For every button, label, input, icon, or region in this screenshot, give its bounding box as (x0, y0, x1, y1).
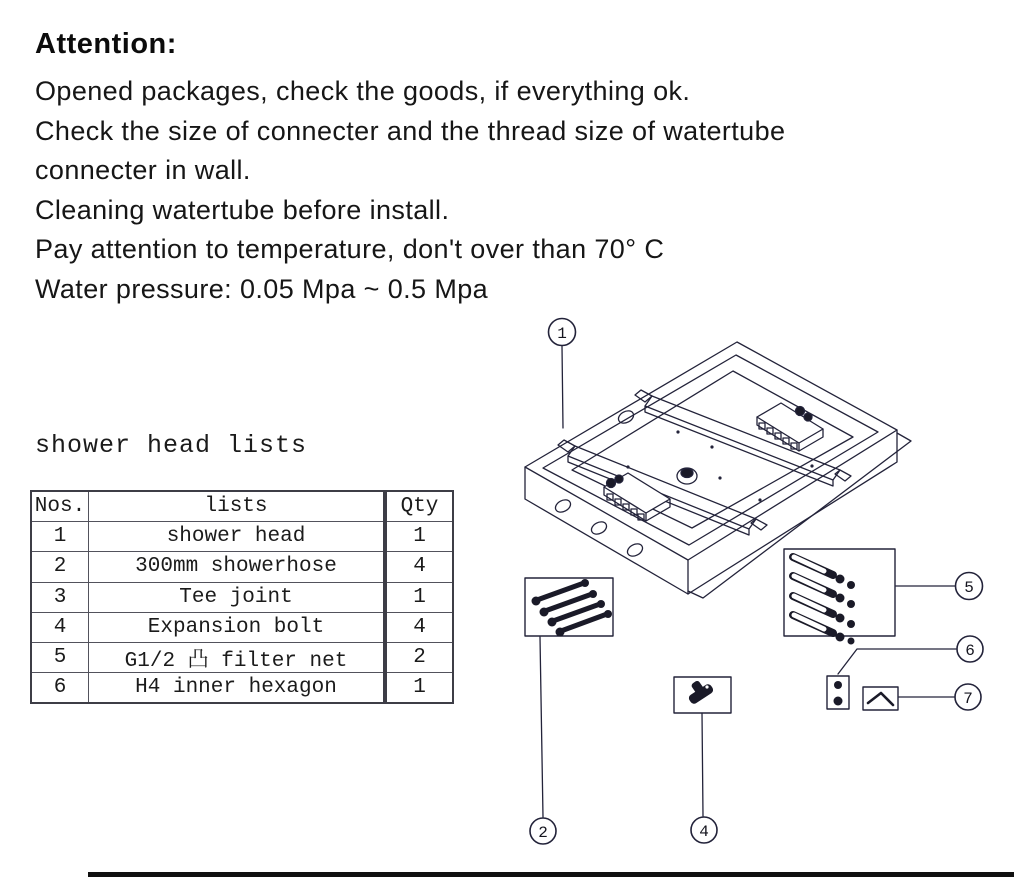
row-no: 4 (32, 613, 89, 642)
shower-head-drawing (525, 342, 911, 598)
svg-text:4: 4 (699, 823, 709, 841)
row-qty: 4 (387, 612, 452, 642)
water-inlet-fitting (677, 468, 697, 484)
row-qty: 2 (387, 642, 452, 672)
hex-key-box (863, 687, 898, 710)
svg-text:7: 7 (963, 690, 973, 708)
leader-line-2 (540, 637, 543, 817)
callout-7 (899, 684, 981, 710)
callout-6 (838, 636, 983, 674)
attention-line: Water pressure: 0.05 Mpa ~ 0.5 Mpa (35, 273, 489, 304)
manifold-upper (757, 403, 823, 451)
row-item: Expansion bolt (147, 615, 325, 639)
row-item: H4 inner hexagon (135, 676, 337, 700)
leader-line-1 (562, 346, 563, 428)
row-item: 300mm showerhose (135, 555, 337, 579)
callout-4 (691, 713, 717, 843)
header-nos: Nos. (32, 492, 89, 521)
row-item: shower head (166, 525, 306, 549)
callout-1 (549, 319, 576, 429)
svg-text:6: 6 (965, 642, 975, 660)
callout-5 (896, 573, 983, 600)
row-no: 3 (32, 583, 89, 612)
row-no: 2 (32, 552, 89, 581)
row-qty: 4 (387, 551, 452, 581)
tee-joint (687, 680, 714, 705)
header-qty: Qty (400, 495, 439, 519)
shower-hoses (793, 557, 855, 645)
row-no: 5 (32, 643, 89, 673)
row-qty: 1 (387, 521, 452, 551)
row-item: G1/2 凸 filter net (124, 649, 348, 673)
bolts-box (525, 578, 613, 637)
attention-line: connecter in wall. (35, 155, 251, 185)
attention-line: Opened packages, check the goods, if everything ok. (35, 76, 691, 106)
header-lists: lists (204, 495, 268, 519)
attention-line: Cleaning watertube before install. (35, 194, 450, 225)
hose-box (784, 549, 895, 645)
svg-text:5: 5 (964, 579, 974, 597)
attention-line: Pay attention to temperature, don't over than 70° C (35, 234, 665, 264)
expansion-bolts (537, 583, 607, 631)
scan-edge-artifact (88, 872, 1014, 877)
tee-joint-box (674, 677, 731, 713)
leader-line-6 (838, 649, 956, 674)
row-item: Tee joint (179, 585, 293, 609)
leader-line-4 (702, 713, 703, 816)
svg-text:1: 1 (557, 325, 567, 343)
row-qty: 1 (387, 582, 452, 612)
filter-nets (834, 681, 843, 706)
hex-key (868, 693, 893, 705)
row-qty: 1 (387, 672, 452, 702)
svg-text:2: 2 (538, 824, 548, 842)
attention-heading: Attention: (35, 28, 177, 60)
row-no: 6 (32, 673, 89, 702)
row-no: 1 (32, 522, 89, 551)
filter-net-box (827, 676, 849, 709)
parts-list-title: shower head lists (35, 431, 308, 460)
attention-line: Check the size of connecter and the thread size of watertube (35, 115, 786, 146)
callout-2 (530, 637, 556, 844)
